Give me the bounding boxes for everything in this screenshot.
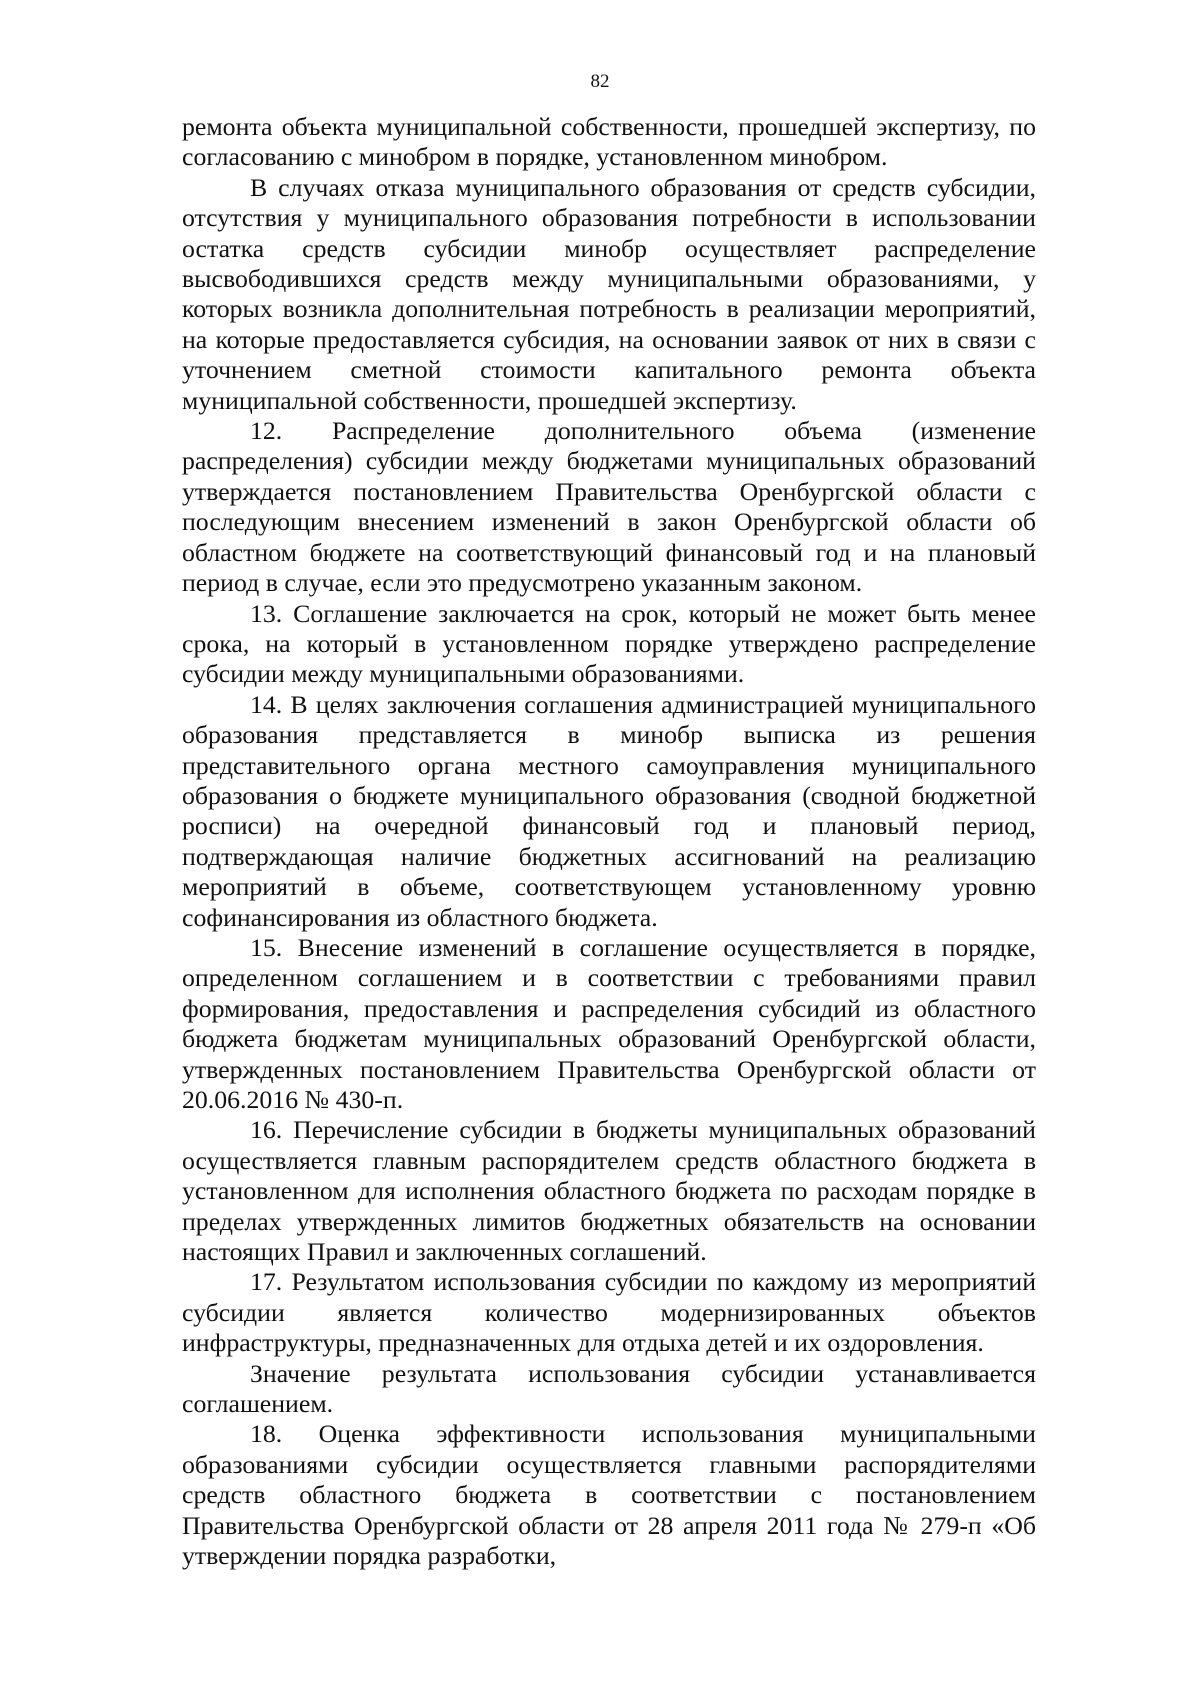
paragraph-continuation: ремонта объекта муниципальной собственности, прошедшей экспертизу, по согласованию с минобром в порядке, установленном минобром. (182, 112, 1036, 172)
paragraph-18: 18. Оценка эффективности использования муниципальными образованиями субсидии осуществляется главными распорядителями средств областного бюджета в соответствии с постановлением Правительства Оренбургской области от 28 апреля 2011 года № 279-п «Об утверждении порядка разработки, (182, 1419, 1036, 1571)
paragraph-13: 13. Соглашение заключается на срок, который не может быть менее срока, на который в установленном порядке утверждено распределение субсидии между муниципальными образованиями. (182, 598, 1036, 689)
page-number: 82 (590, 71, 610, 92)
paragraph-subsidy-refusal: В случаях отказа муниципального образования от средств субсидии, отсутствия у муниципального образования потребности в использовании остатка средств субсидии минобр осуществляет распределение высвободившихся средств между муниципальными образованиями, у которых возникла дополнительная потребность в реализации мероприятий, на которые предоставляется субсидия, на основании заявок от них в связи с уточнением сметной стоимости капитального ремонта объекта муниципальной собственности, прошедшей экспертизу. (182, 172, 1036, 415)
paragraph-15: 15. Внесение изменений в соглашение осуществляется в порядке, определенном соглашением и в соответствии с требованиями правил формирования, предоставления и распределения субсидий из областного бюджета бюджетам муниципальных образований Оренбургской области, утвержденных постановлением Правительства Оренбургской области от 20.06.2016 № 430-п. (182, 932, 1036, 1114)
paragraph-12: 12. Распределение дополнительного объема (изменение распределения) субсидии между бюджетами муниципальных образований утверждается постановлением Правительства Оренбургской области с последующим внесением изменений в закон Оренбургской области об областном бюджете на соответствующий финансовый год и на плановый период в случае, если это предусмотрено указанным законом. (182, 416, 1036, 598)
paragraph-result-value: Значение результата использования субсидии устанавливается соглашением. (182, 1358, 1036, 1419)
paragraph-17: 17. Результатом использования субсидии по каждому из мероприятий субсидии является количество модернизированных объектов инфраструктуры, предназначенных для отдыха детей и их оздоровления. (182, 1267, 1036, 1358)
paragraph-14: 14. В целях заключения соглашения администрацией муниципального образования представляется в минобр выписка из решения представительного органа местного самоуправления муниципального образования о бюджете муниципального образования (сводной бюджетной росписи) на очередной финансовый год и плановый период, подтверждающая наличие бюджетных ассигнований на реализацию мероприятий в объеме, соответствующем установленному уровню софинансирования из областного бюджета. (182, 689, 1036, 932)
document-body (182, 112, 1036, 1572)
paragraph-16: 16. Перечисление субсидии в бюджеты муниципальных образований осуществляется главным распорядителем средств областного бюджета в установленном для исполнения областного бюджета по расходам порядке в пределах утвержденных лимитов бюджетных обязательств на основании настоящих Правил и заключенных соглашений. (182, 1115, 1036, 1267)
